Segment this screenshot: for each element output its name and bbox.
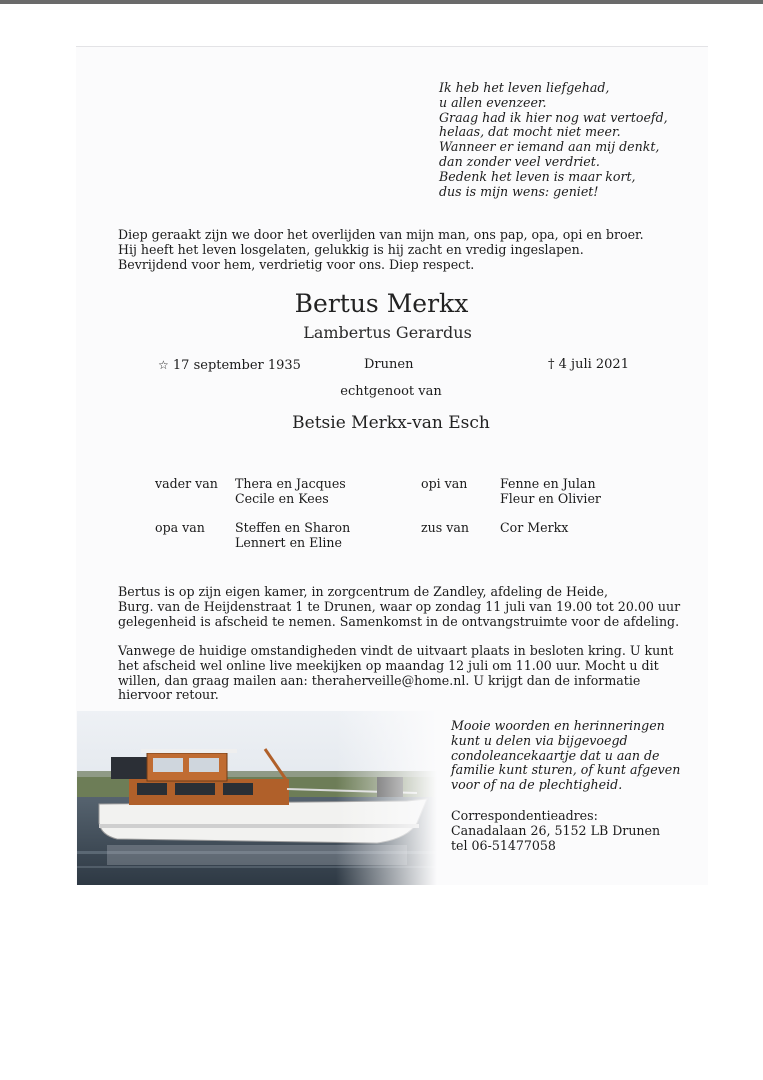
intro-line: Bevrijdend voor hem, verdrietig voor ons. Diep respect. [118,256,475,272]
paragraph-line: willen, dan graag mailen aan: theraherveille@home.nl. U krijgt dan de informatie [118,672,641,688]
address-street: Canadalaan 26, 5152 LB Drunen [451,822,661,838]
spouse-name: Betsie Merkx-van Esch [292,413,490,433]
condolence-text [451,719,681,793]
paragraph-line: gelegenheid is afscheid te nemen. Samenkomst in de ontvangstruimte voor de afdeling. [118,613,680,629]
deceased-name: Bertus Merkx [294,289,469,318]
death-date: 4 juli 2021 [558,357,629,372]
poem-line: dan zonder veel verdriet. [439,153,600,169]
relation-names-opi [500,477,601,507]
relation-name: Cecile en Kees [235,490,329,506]
paragraph-line: Vanwege de huidige omstandigheden vindt de uitvaart plaats in besloten kring. U kunt [118,643,674,658]
birth-date-line [158,357,301,374]
correspondence-address [451,809,681,853]
intro-line: Diep geraakt zijn we door het overlijden van mijn man, ons pap, opa, opi en broer. [118,227,644,242]
poem-line: Ik heb het leven liefgehad, [439,80,610,95]
paragraph-line: hiervoor retour. [118,687,219,703]
condolence-line: voor of na de plechtigheid. [451,777,623,793]
relation-name: Thera en Jacques [235,476,346,491]
relation-name: Fleur en Olivier [500,490,601,506]
relation-name: Lennert en Eline [235,534,342,550]
paragraph-line: het afscheid wel online live meekijken op maandag 12 juli om 11.00 uur. Mocht u dit [118,657,659,673]
birth-date: 17 september 1935 [172,358,301,373]
paragraph-line: Bertus is op zijn eigen kamer, in zorgcentrum de Zandley, afdeling de Heide, [118,584,608,599]
relation-label-opa: opa van [155,520,205,535]
condolence-line: condoleancekaartje dat u aan de [451,747,660,763]
top-edge-bar [0,0,763,4]
intro-line: Hij heeft het leven losgelaten, gelukkig is hij zacht en vredig ingeslapen. [118,241,584,257]
condolence-line: kunt u delen via bijgevoegd [451,732,628,748]
relation-names-opa [235,521,350,551]
relation-label-opi: opi van [421,476,468,491]
poem [439,81,689,199]
cross-icon: † [548,357,555,372]
boat-photo [77,711,437,885]
relation-names-zus [500,521,568,536]
place: Drunen [364,357,414,372]
poem-line: u allen evenzeer. [439,94,547,110]
star-icon: ☆ [158,358,169,372]
intro-paragraph [118,227,644,272]
relation-name: Steffen en Sharon [235,520,351,535]
address-phone: tel 06-51477058 [451,837,556,853]
poem-line: Wanneer er iemand aan mij denkt, [439,139,660,155]
funeral-paragraph [118,643,674,703]
spouse-label: echtgenoot van [340,384,442,399]
relation-name: Fenne en Julan [500,476,596,491]
poem-line: Graag had ik hier nog wat vertoefd, [439,109,668,125]
condolence-line: familie kunt sturen, of kunt afgeven [451,762,681,778]
condolence-line: Mooie woorden en herinneringen [451,718,665,733]
relation-label-vader: vader van [155,476,218,491]
boat-illustration [77,711,437,885]
relation-names-vader [235,477,346,507]
address-title: Correspondentieadres: [451,808,598,823]
poem-line: dus is mijn wens: geniet! [439,183,599,199]
death-date-line [548,357,629,373]
relation-label-zus: zus van [421,520,469,535]
paragraph-line: Burg. van de Heijdenstraat 1 te Drunen, waar op zondag 11 juli van 19.00 tot 20.00 uur [118,598,681,614]
poem-line: Bedenk het leven is maar kort, [439,168,636,184]
relation-name: Cor Merkx [500,520,569,535]
visitation-paragraph [118,584,681,629]
poem-line: helaas, dat mocht niet meer. [439,124,621,140]
deceased-full-name: Lambertus Gerardus [303,323,472,342]
